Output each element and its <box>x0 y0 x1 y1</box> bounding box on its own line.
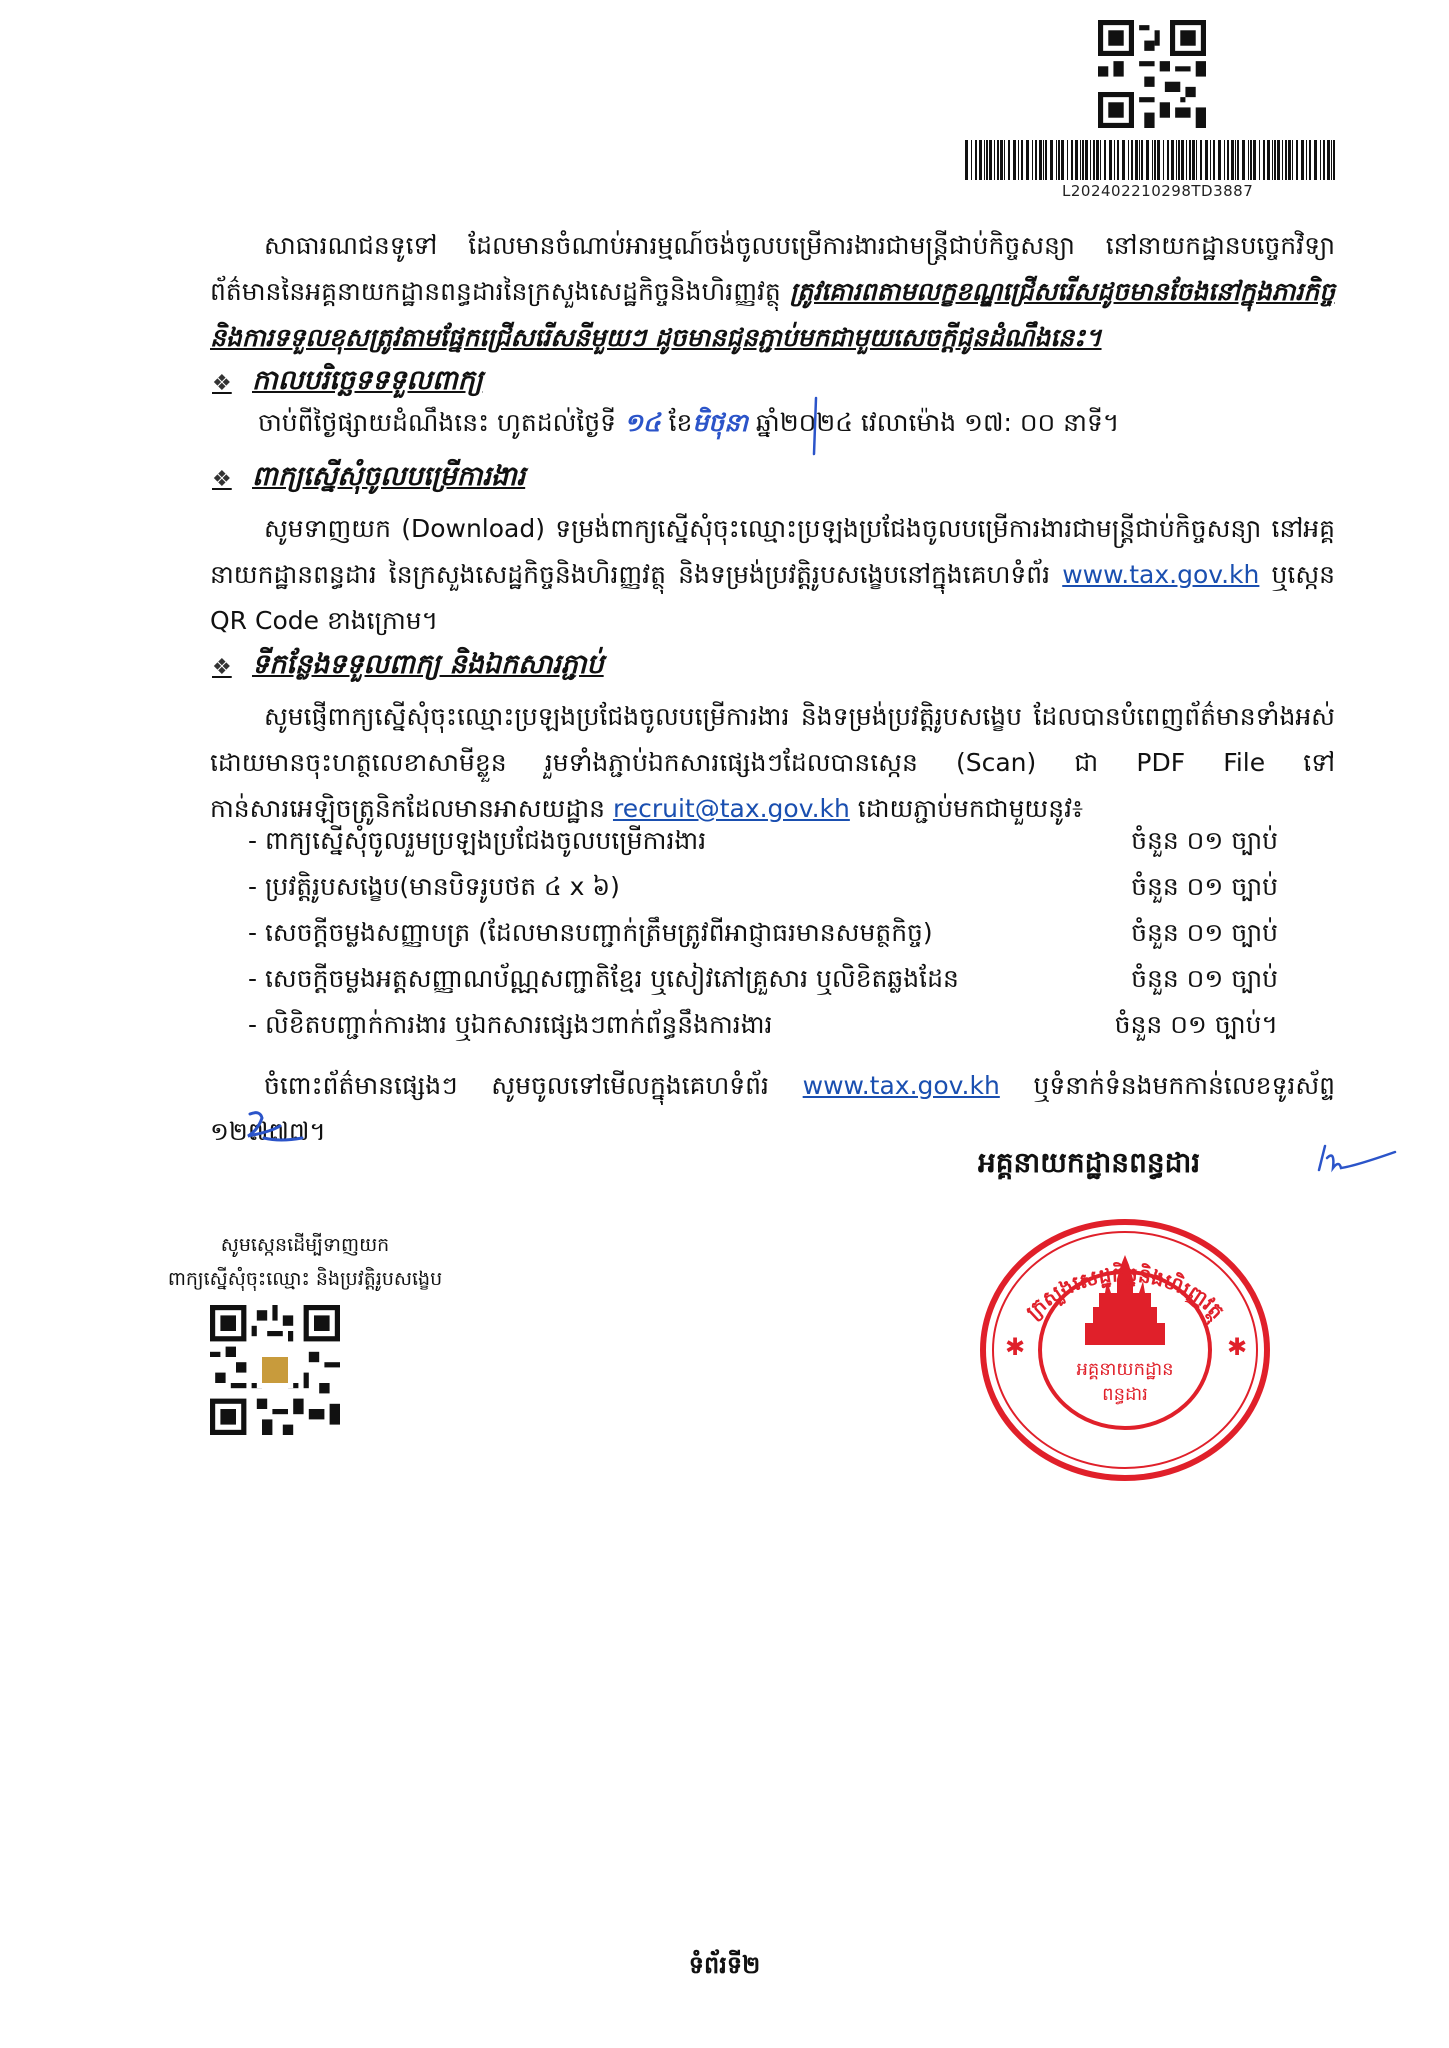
barcode <box>965 140 1339 184</box>
diamond-bullet-icon: ❖ <box>212 467 232 492</box>
list-item-label: - សេចក្ដីចម្លងអត្តសញ្ញាណប័ណ្ណសញ្ជាតិខ្មែរ ឬសៀវភៅគ្រួសារ ឬលិខិតឆ្លងដែន <box>248 964 959 993</box>
section-2-heading <box>212 460 525 499</box>
intro-emphasis: ត្រូវគោរពតាមលក្ខខណ្ឌជ្រើសរើសដូចមានចែងនៅក្នុងភារកិច្ចនិងការទទួលខុសត្រូវតាមផ្នែកជ្រើសរើសនីមួយៗ ដូចមានជូនភ្ជាប់មកជាមួយសេចក្ដីជូនដំណឹងនេះ។ <box>210 277 1335 352</box>
list-item-qty: ចំនួន ០១ ច្បាប់ <box>1131 826 1278 855</box>
barcode-id: L202402210298TD3887 <box>1062 182 1254 200</box>
list-item <box>248 964 1278 1000</box>
intro-text: សាធារណជនទូទៅ ដែលមានចំណាប់អារម្មណ៍ចង់ចូលបម្រើការងារជាមន្ត្រីជាប់កិច្ចសន្យា នៅនាយកដ្ឋានបច្ចេកវិទ្យាព័ត៌មាននៃអគ្គនាយកដ្ឋានពន្ធដារនៃក្រសួងសេដ្ឋកិច្ចនិងហិរញ្ញវត្ថុ <box>210 231 1335 306</box>
section-2-paragraph <box>210 506 1335 644</box>
section-2-text-after: ឬស្កេន QR Code ខាងក្រោម។ <box>210 560 1335 635</box>
deadline-month: មិថុនា <box>692 408 748 437</box>
handwritten-mark <box>802 396 830 458</box>
list-item-label: - លិខិតបញ្ជាក់ការងារ ឬឯកសារផ្សេងៗពាក់ព័ន្ធនឹងការងារ <box>248 1010 773 1039</box>
list-item-label: - ពាក្យស្នើសុំចូលរួមប្រឡងប្រជែងចូលបម្រើការងារ <box>248 826 707 855</box>
closing-text-after: ឬទំនាក់ទំនងមកកាន់លេខទូរស័ព្ទ ១២៧៧៧។ <box>210 1071 1335 1146</box>
page-number: ទំព័រទី២ <box>688 1951 761 1979</box>
handwritten-initial <box>240 1108 310 1152</box>
section-1-title: កាលបរិច្ឆេទទទួលពាក្យ <box>252 365 483 396</box>
deadline-prefix: ចាប់ពីថ្ងៃផ្សាយដំណឹងនេះ ហូតដល់ថ្ងៃទី <box>258 408 624 437</box>
tax-website-link[interactable]: www.tax.gov.kh <box>802 1071 1000 1100</box>
section-3-text: សូមផ្ញើពាក្យស្នើសុំចុះឈ្មោះប្រឡងប្រជែងចូលបម្រើការងារ និងទម្រង់ប្រវត្តិរូបសង្ខេប ដែលបានបំពេញព័ត៌មានទាំងអស់ ដោយមានចុះហត្ថលេខាសាមីខ្លួន រួមទាំងភ្ជាប់ឯកសារផ្សេងៗដែលបានស្កេន (Scan) ជា PDF File ទៅកាន់សារអេឡិចត្រូនិកដែលមានអាសយដ្ឋាន <box>210 702 1335 823</box>
signatory-title: អគ្គនាយកដ្ឋានពន្ធដារ <box>978 1146 1201 1179</box>
stamp-arc-text: ក្រសួងសេដ្ឋកិច្ចនិងហិរញ្ញវត្ថុ <box>1021 1262 1230 1324</box>
list-item-qty: ចំនួន ០១ ច្បាប់ <box>1131 872 1278 901</box>
svg-text:✱: ✱ <box>1005 1333 1026 1361</box>
deadline-day: ១៤ <box>624 408 661 437</box>
qr-code-download[interactable] <box>210 1305 340 1435</box>
closing-paragraph <box>210 1063 1335 1155</box>
recruit-email-link[interactable]: recruit@tax.gov.kh <box>612 794 850 823</box>
section-3-title: ទីកន្លែងទទួលពាក្យ និងឯកសារភ្ជាប់ <box>252 649 604 680</box>
qr-scan-note <box>140 1228 470 1296</box>
section-3-paragraph <box>210 694 1335 832</box>
diamond-bullet-icon: ❖ <box>212 655 232 680</box>
stamp-center-text-1: អគ្គនាយកដ្ឋាន <box>1076 1359 1174 1380</box>
list-item-qty: ចំនួន ០១ ច្បាប់។ <box>1114 1010 1278 1039</box>
official-seal-stamp <box>975 1215 1275 1485</box>
qr-note-line-1: សូមស្កេនដើម្បីទាញយក <box>220 1234 390 1256</box>
section-3-text-after: ដោយភ្ជាប់មកជាមួយនូវ៖ <box>849 794 1084 823</box>
tax-website-link[interactable]: www.tax.gov.kh <box>1062 560 1260 589</box>
list-item-qty: ចំនួន ០១ ច្បាប់ <box>1131 964 1278 993</box>
list-item <box>248 872 1278 908</box>
qr-note-line-2: ពាក្យស្នើសុំចុះឈ្មោះ និងប្រវត្តិរូបសង្ខេប <box>167 1268 443 1290</box>
stamp-center-text-2: ពន្ធដារ <box>1102 1384 1148 1405</box>
diamond-bullet-icon: ❖ <box>212 371 232 396</box>
closing-text: ចំពោះព័ត៌មានផ្សេងៗ សូមចូលទៅមើលក្នុងគេហទំព័រ <box>264 1071 803 1100</box>
intro-paragraph <box>210 223 1335 361</box>
deadline-month-label: ខែ <box>660 408 693 437</box>
list-item-label: - សេចក្ដីចម្លងសញ្ញាបត្រ (ដែលមានបញ្ជាក់ត្រឹមត្រូវពីអាជ្ញាធរមានសមត្ថកិច្ច) <box>248 918 933 947</box>
qr-code-top <box>1098 20 1206 128</box>
list-item <box>248 918 1278 954</box>
section-1-heading <box>212 364 483 403</box>
deadline-suffix: ឆ្នាំ២០២៤ វេលាម៉ោង ១៧: ០០ នាទី។ <box>747 408 1120 437</box>
list-item-qty: ចំនួន ០១ ច្បាប់ <box>1131 918 1278 947</box>
handwritten-signature <box>1305 1140 1405 1190</box>
section-1-text <box>258 408 1119 444</box>
svg-text:✱: ✱ <box>1227 1333 1248 1361</box>
section-2-text: សូមទាញយក (Download) ទម្រង់ពាក្យស្នើសុំចុះឈ្មោះប្រឡងប្រជែងចូលបម្រើការងារជាមន្ត្រីជាប់កិច្ចសន្យា នៅអគ្គនាយកដ្ឋានពន្ធដារ នៃក្រសួងសេដ្ឋកិច្ចនិងហិរញ្ញវត្ថុ និងទម្រង់ប្រវត្តិរូបសង្ខេបនៅក្នុងគេហទំព័រ <box>210 514 1335 589</box>
section-3-heading <box>212 648 604 687</box>
list-item-label: - ប្រវត្តិរូបសង្ខេប(មានបិទរូបថត ៤ x ៦) <box>248 872 620 901</box>
section-2-title: ពាក្យស្នើសុំចូលបម្រើការងារ <box>252 461 526 492</box>
list-item <box>248 1010 1278 1046</box>
list-item <box>248 826 1278 862</box>
